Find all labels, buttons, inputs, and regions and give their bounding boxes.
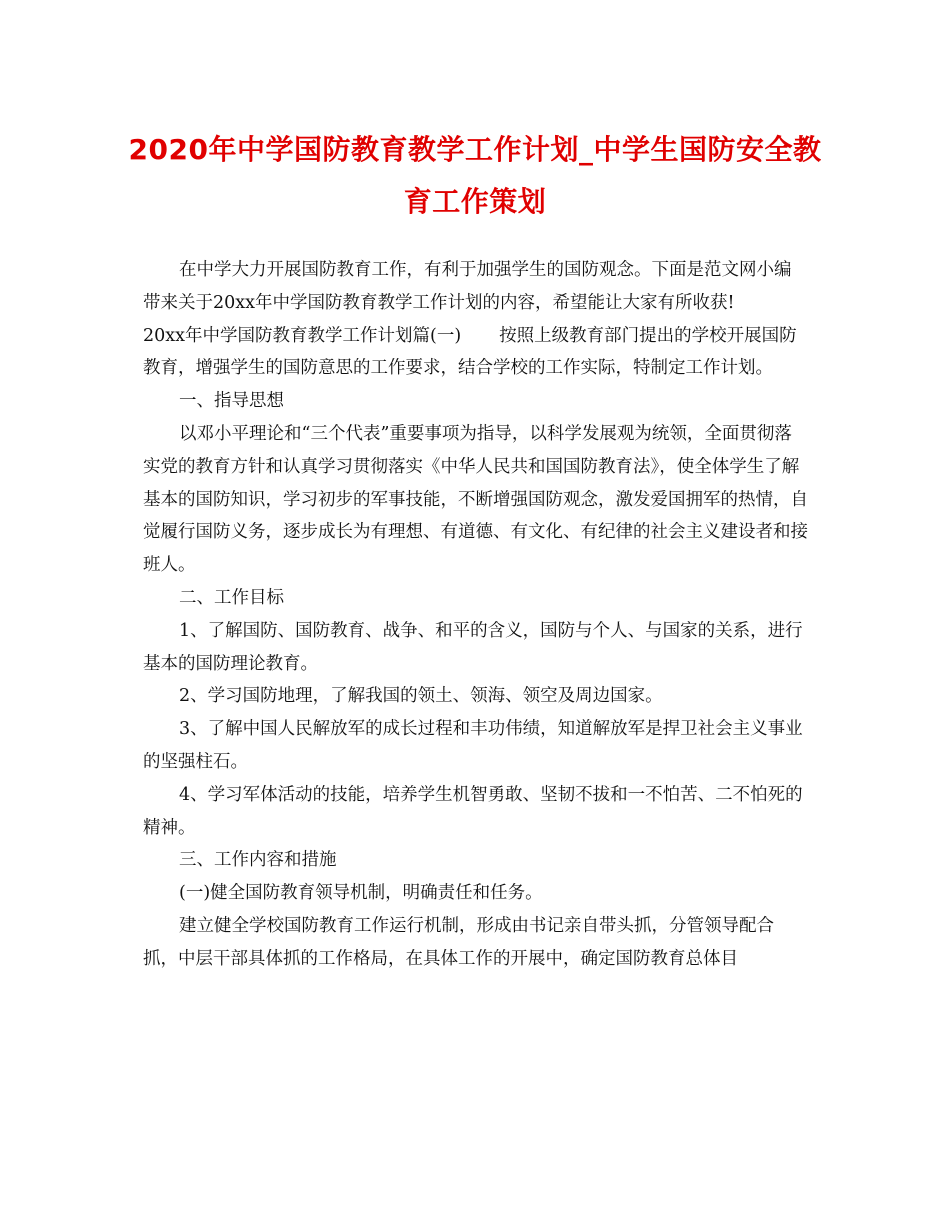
plan-heading: 20xx年中学国防教育教学工作计划篇(一) [143, 325, 462, 346]
section-paragraph: 3、了解中国人民解放军的成长过程和丰功伟绩，知道解放军是捍卫社会主义事业的坚强柱石。 [143, 719, 803, 772]
plan-intro-text: 按照上级教育部门提出的学校开展国防教育，增强学生的国防意思的工作要求，结合学校的工作实际，特制定工作计划。 [143, 325, 797, 379]
section-paragraph: 建立健全学校国防教育工作运行机制，形成由书记亲自带头抓，分管领导配合抓，中层干部具体抓的工作格局，在具体工作的开展中，确定国防教育总体目 [143, 915, 774, 969]
section-heading: 三、工作内容和措施 [179, 850, 337, 871]
intro-text: 在中学大力开展国防教育工作，有利于加强学生的国防观念。下面是范文网小编带来关于20xx年中学国防教育教学工作计划的内容，希望能让大家有所收获! [143, 260, 792, 313]
section-heading: 二、工作目标 [179, 587, 284, 608]
section-heading: 一、指导思想 [179, 391, 284, 412]
section-paragraph: 以邓小平理论和“三个代表”重要事项为指导，以科学发展观为统领，全面贯彻落实党的教育方针和认真学习贯彻落实《中华人民共和国国防教育法》，使全体学生了解基本的国防知识，学习初步的军事技能，不断增强国防观念，激发爱国拥军的热情，自觉履行国防义务，逐步成长为有理想、有道德、有文化、有纪律的社会主义建设者和接班人。 [143, 423, 808, 576]
document-body [143, 254, 808, 976]
document-title: 2020年中学国防教育教学工作计划_中学生国防安全教育工作策划 [128, 133, 822, 218]
section-paragraph: 2、学习国防地理，了解我国的领土、领海、领空及周边国家。 [179, 686, 663, 707]
plan-intro-paragraph [143, 320, 808, 386]
intro-paragraph [143, 254, 808, 320]
section-paragraph: (一)健全国防教育领导机制，明确责任和任务。 [179, 883, 543, 904]
section-paragraph: 1、了解国防、国防教育、战争、和平的含义，国防与个人、与国家的关系，进行基本的国防理论教育。 [143, 620, 803, 674]
section-paragraph: 4、学习军体活动的技能，培养学生机智勇敢、坚韧不拔和一不怕苦、二不怕死的精神。 [143, 784, 803, 838]
